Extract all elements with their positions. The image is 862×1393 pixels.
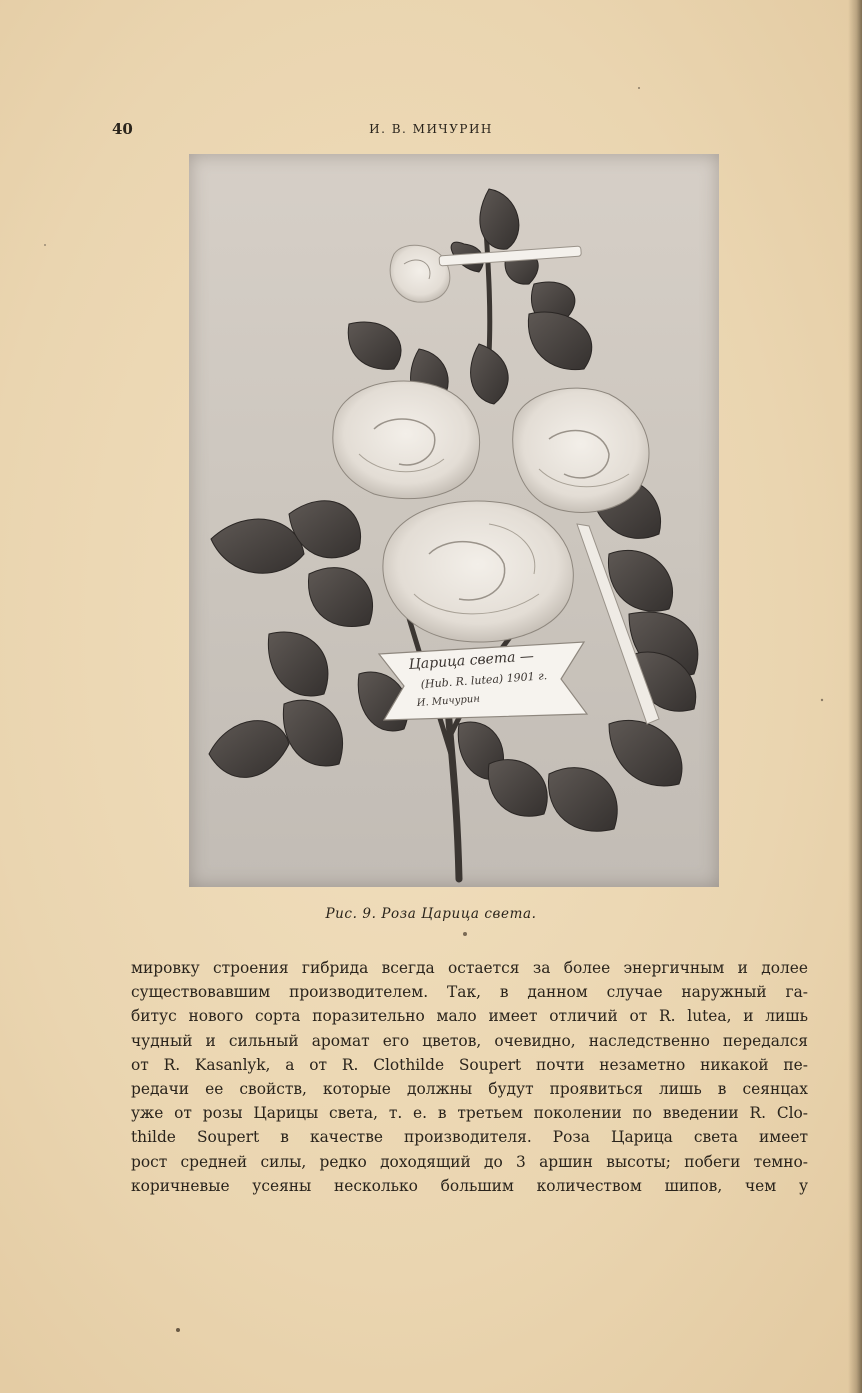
text-line: битус нового сорта поразительно мало имеет отличий от R. lutea, и лишь bbox=[131, 1007, 808, 1026]
text-line: коричневые усеяны несколько большим количеством шипов, чем у bbox=[131, 1176, 808, 1195]
label-tag bbox=[379, 642, 587, 720]
rose-bloom-right bbox=[513, 388, 649, 512]
text-line: редачи ее свойств, которые должны будут проявиться лишь в сеянцах bbox=[131, 1080, 808, 1099]
text-line: существовавшим производителем. Так, в данном случае наружный га- bbox=[131, 983, 808, 1002]
text-line: thilde Soupert в качестве производителя. Роза Царица света имеет bbox=[131, 1128, 808, 1147]
label-line-3: И. Мичурин bbox=[416, 693, 481, 709]
text-line: от R. Kasanlyk, а от R. Clothilde Soupert почти незаметно никакой пе- bbox=[131, 1055, 808, 1074]
page-number: 40 bbox=[112, 120, 133, 138]
text-line: мировку строения гибрида всегда остается за более энергичным и долее bbox=[131, 959, 808, 977]
rose-illustration bbox=[189, 154, 719, 887]
rose-bloom-left bbox=[333, 381, 480, 499]
figure-caption: Рис. 9. Роза Царица света. bbox=[325, 906, 537, 922]
page-edge-shadow bbox=[848, 0, 862, 1393]
text-line: уже от розы Царицы света, т. е. в третьем поколении по введении R. Clo- bbox=[131, 1104, 808, 1123]
running-head: И. В. МИЧУРИН bbox=[369, 122, 493, 136]
rose-bloom-top bbox=[390, 245, 450, 302]
label-line-1: Царица света — bbox=[408, 648, 535, 673]
text-line: чудный и сильный аромат его цветов, очевидно, наследственно передался bbox=[131, 1031, 808, 1050]
rose-photograph bbox=[189, 154, 719, 887]
label-line-2: (Hub. R. lutea) 1901 г. bbox=[420, 669, 548, 691]
text-line: рост средней силы, редко доходящий до 3 аршин высоты; побеги темно- bbox=[131, 1152, 808, 1171]
body-paragraph bbox=[131, 956, 808, 1198]
rose-bloom-center bbox=[383, 501, 573, 642]
